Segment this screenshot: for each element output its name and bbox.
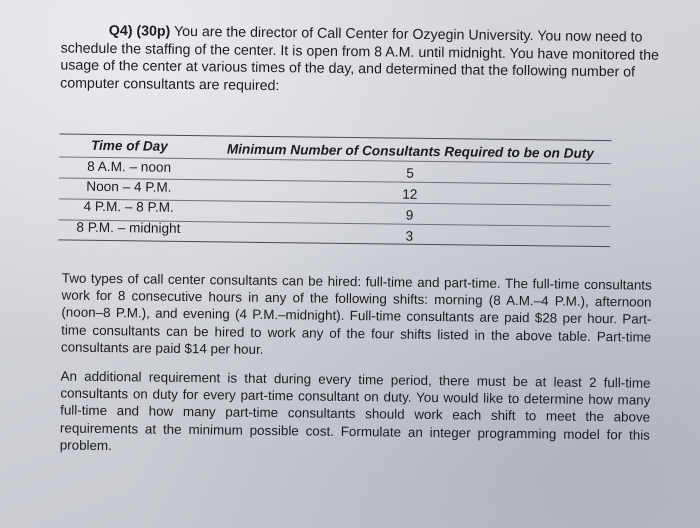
table-row-2-min: 12 [402, 186, 418, 202]
table-row-4-time: 8 P.M. – midnight [76, 219, 181, 236]
table-row-3-time: 4 P.M. – 8 P.M. [83, 198, 174, 215]
table-row-1-time: 8 A.M. – noon [87, 158, 172, 175]
table-row-2-time: Noon – 4 P.M. [86, 178, 172, 195]
staffing-table [60, 133, 612, 244]
question-label: Q4) (30p) [108, 23, 171, 40]
table-row-3-min: 9 [405, 207, 414, 223]
table-header-time: Time of Day [90, 137, 168, 154]
question-intro-text: You are the director of Call Center for Ozyegin University. You now need to schedule the staffing of the center. It is open from 8 A.M. until midnight. You have monitored the usage of the center at various times of the day, and determined that the following number of computer consultants are required: [60, 23, 660, 94]
table-header-minimum: Minimum Number of Consultants Required to be on Duty [226, 141, 594, 161]
table-row-1-min: 5 [406, 165, 414, 181]
question-intro [60, 22, 661, 100]
paragraph-consultant-types: Two types of call center consultants can be hired: full-time and part-time. The full-time consultants work for 8 consecutive hours in any of the following shifts: morning (8 A.M.–4 P.M.), afternoon (noon–8 P.M.), and evening (4 P.M.–midnight). Full-time consultants are paid $28 per hour. Part-time consultants can be hired to work any of the four shifts listed in the above table. Part-time consultants are paid $14 per hour. [60, 270, 652, 357]
table-row-4-min: 3 [405, 228, 414, 244]
paragraph-additional-requirement: An additional requirement is that during every time period, there must be at least 2 full-time consultants on duty for every part-time consultant on duty. You would like to determine how many full-time and how many part-time consultants should work each shift to meet the above requirements at the minimum possible cost. Formulate an integer programming model for this problem. [59, 368, 651, 453]
